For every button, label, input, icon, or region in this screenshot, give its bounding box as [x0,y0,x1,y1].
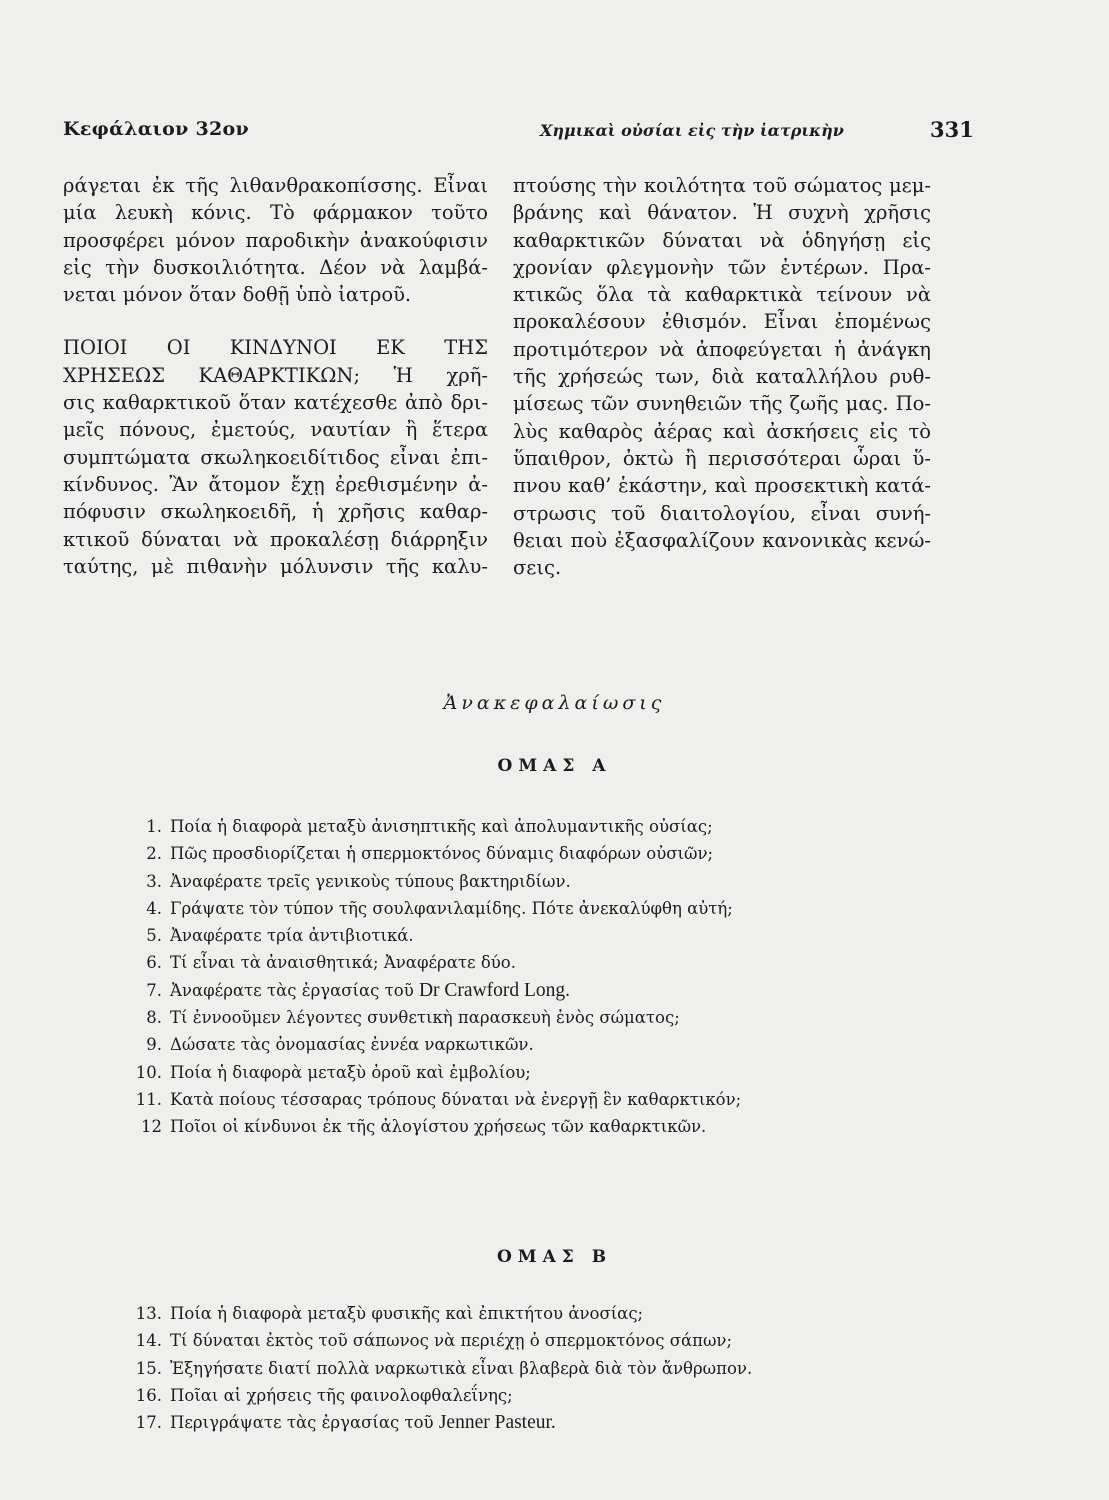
question-text: Τί εἶναι τὰ ἀναισθητικά; Ἀναφέρατε δύο. [170,953,516,973]
question-number: 5. [146,926,162,946]
question-item [128,949,948,976]
right-p1-line: μίσεως τῶν συνηθειῶν τῆς ζωῆς μας. Πο- [513,392,931,416]
question-number: 11. [135,1089,162,1109]
left-p2-line: ΠΟΙΟΙ ΟΙ ΚΙΝΔΥΝΟΙ ΕΚ ΤΗΣ [63,336,488,360]
page-number: 331 [930,117,974,142]
left-p2-line: κτικοῦ δύναται νὰ προκαλέσῃ διάρρηξιν [63,527,488,551]
question-text: Τί δύναται ἐκτὸς τοῦ σάπωνος νὰ περιέχῃ ὁ σπερμοκτόνος σάπων; [170,1331,733,1351]
right-p1-line: προτιμότερον νὰ ἀποφεύγεται ἡ ἀνάγκη [513,337,931,361]
question-text: Περιγράψατε τὰς ἐργασίας τοῦ [170,1413,439,1433]
left-p2-line: συμπτώματα σκωληκοειδίτιδος εἶναι ἐπι- [63,445,488,469]
question-text: Ποῖοι οἱ κίνδυνοι ἐκ τῆς ἀλογίστου χρήσεως τῶν καθαρκτικῶν. [170,1117,707,1137]
question-text: Τί ἐννοοῦμεν λέγοντες συνθετικὴ παρασκευὴ ἑνὸς σώματος; [170,1008,680,1028]
left-p2-line: κίνδυνος. Ἂν ἄτομον ἔχῃ ἐρεθισμένην ἀ- [63,472,488,496]
question-latin-name: Jenner Pasteur. [438,1412,556,1434]
question-item [128,977,948,1004]
question-item [128,813,948,840]
question-number: 6. [146,953,162,973]
question-item [128,1004,948,1031]
group-a-questions [128,813,948,1141]
section-header: Χημικαὶ οὐσίαι εἰς τὴν ἰατρικὴν [540,121,844,140]
question-number: 14. [135,1331,162,1351]
question-item [128,1300,948,1327]
group-b-questions [128,1300,948,1436]
right-p1-line: στρωσις τοῦ διαιτολογίου, εἶναι συνή- [513,501,931,525]
question-text: Ἀναφέρατε τὰς ἐργασίας τοῦ [170,980,419,1000]
question-item [128,868,948,895]
group-b-title: ΟΜΑΣ Β [496,1247,613,1267]
right-p1-line: ὕπαιθρον, ὀκτὼ ἢ περισσότεραι ὧραι ὕ- [513,446,931,470]
question-item [128,1031,948,1058]
right-p1-line: τῆς χρήσεώς των, διὰ καταλλήλου ρυθ- [513,365,931,389]
question-item [128,1113,948,1140]
question-text: Ποία ἡ διαφορὰ μεταξὺ ἀνισηπτικῆς καὶ ἀπολυμαντικῆς οὐσίας; [170,817,713,836]
question-number: 17. [135,1413,162,1433]
left-p1-line: νεται μόνον ὅταν δοθῇ ὑπὸ ἰατροῦ. [63,283,412,307]
question-number: 7. [146,980,162,1000]
right-column [513,172,931,581]
question-number: 13. [135,1304,162,1323]
question-text: Ἐξηγήσατε διατί πολλὰ ναρκωτικὰ εἶναι βλαβερὰ διὰ τὸν ἄνθρωπον. [170,1358,753,1378]
right-p1-line: κτικῶς ὅλα τὰ καθαρκτικὰ τείνουν νὰ [513,283,931,307]
left-column [63,172,488,580]
question-latin-name: Dr Crawford Long. [418,979,571,1001]
right-p1-line: πτούσης τὴν κοιλότητα τοῦ σώματος μεμ- [513,174,931,197]
question-number: 2. [146,844,162,864]
question-text: Κατὰ ποίους τέσσαρας τρόπους δύναται νὰ ἐνεργῇ ἓν καθαρκτικόν; [170,1089,742,1109]
right-p1-line: πνου καθ’ ἑκάστην, καὶ προσεκτικὴ κατά- [513,474,931,498]
question-text: Πῶς προσδιορίζεται ἡ σπερμοκτόνος δύναμις διαφόρων οὐσιῶν; [170,844,714,864]
group-a-title: ΟΜΑΣ Α [497,756,612,776]
question-number: 8. [146,1008,162,1028]
left-p2-line: σις καθαρκτικοῦ ὅταν κατέχεσθε ἀπὸ δρι- [63,391,488,415]
left-p2-line: ΧΡΗΣΕΩΣ ΚΑΘΑΡΚΤΙΚΩΝ; Ἡ χρῆ- [63,363,488,387]
left-p1-line: προσφέρει μόνον παροδικὴν ἀνακούφισιν [63,228,488,252]
question-number: 15. [135,1358,162,1378]
right-p1-line: προκαλέσουν ἐθισμόν. Εἶναι ἑπομένως [513,310,931,334]
question-item [128,1409,948,1436]
question-number: 9. [146,1035,162,1055]
left-p2-line: μεῖς πόνους, ἐμετούς, ναυτίαν ἢ ἕτερα [63,418,488,442]
right-p1-line: βράνης καὶ θάνατον. Ἡ συχνὴ χρῆσις [513,201,931,225]
right-p1-line: θειαι ποὺ ἐξασφαλίζουν κανονικὰς κενώ- [513,528,931,552]
left-p2-line: πόφυσιν σκωληκοειδῆ, ἡ χρῆσις καθαρ- [63,500,488,524]
question-text: Ἀναφέρατε τρεῖς γενικοὺς τύπους βακτηριδίων. [170,871,571,891]
question-text: Γράψατε τὸν τύπον τῆς σουλφανιλαμίδης. Πότε ἀνεκαλύφθη αὐτή; [170,898,733,918]
question-number: 3. [146,871,162,891]
question-item [128,1086,948,1113]
question-text: Ἀναφέρατε τρία ἀντιβιοτικά. [170,926,414,946]
question-item [128,840,948,867]
chapter-header: Κεφάλαιον 32ον [63,118,249,140]
question-item [128,1327,948,1354]
right-p1-line: χρονίαν φλεγμονὴν τῶν ἐντέρων. Πρα- [513,255,931,279]
summary-title: Ἀνακεφαλαίωσις [443,692,666,714]
question-number: 1. [146,817,162,836]
left-paragraph-1 [63,172,488,308]
left-p2-line: ταύτης, μὲ πιθανὴν μόλυνσιν τῆς καλυ- [63,554,488,578]
question-item [128,1382,948,1409]
question-item [128,895,948,922]
left-p1-line: εἰς τὴν δυσκοιλιότητα. Δέον νὰ λαμβά- [63,255,488,279]
question-number: 4. [146,898,162,918]
question-text: Ποία ἡ διαφορὰ μεταξὺ φυσικῆς καὶ ἐπικτήτου ἀνοσίας; [170,1304,644,1323]
question-item [128,922,948,949]
right-p1-line: λὺς καθαρὸς ἀέρας καὶ ἀσκήσεις εἰς τὸ [513,419,931,443]
question-number: 16. [135,1385,162,1405]
question-number: 10. [135,1062,162,1082]
question-text: Ποία ἡ διαφορὰ μεταξὺ ὀροῦ καὶ ἐμβολίου; [170,1062,531,1082]
question-number: 12 [141,1117,162,1137]
left-p1-line: μία λευκὴ κόνις. Τὸ φάρμακον τοῦτο [63,201,488,225]
question-text: Ποῖαι αἱ χρήσεις τῆς φαινολοφθαλεΐνης; [170,1385,513,1405]
right-p1-line: καθαρκτικῶν δύναται νὰ ὁδηγήσῃ εἰς [513,228,931,252]
right-paragraph [513,172,931,581]
left-p1-line: ράγεται ἐκ τῆς λιθανθρακοπίσσης. Εἶναι [63,174,488,197]
right-p1-line: σεις. [513,556,562,580]
question-text: Δώσατε τὰς ὀνομασίας ἐννέα ναρκωτικῶν. [170,1035,534,1055]
question-item [128,1355,948,1382]
question-item [128,1059,948,1086]
left-paragraph-2 [63,334,488,580]
